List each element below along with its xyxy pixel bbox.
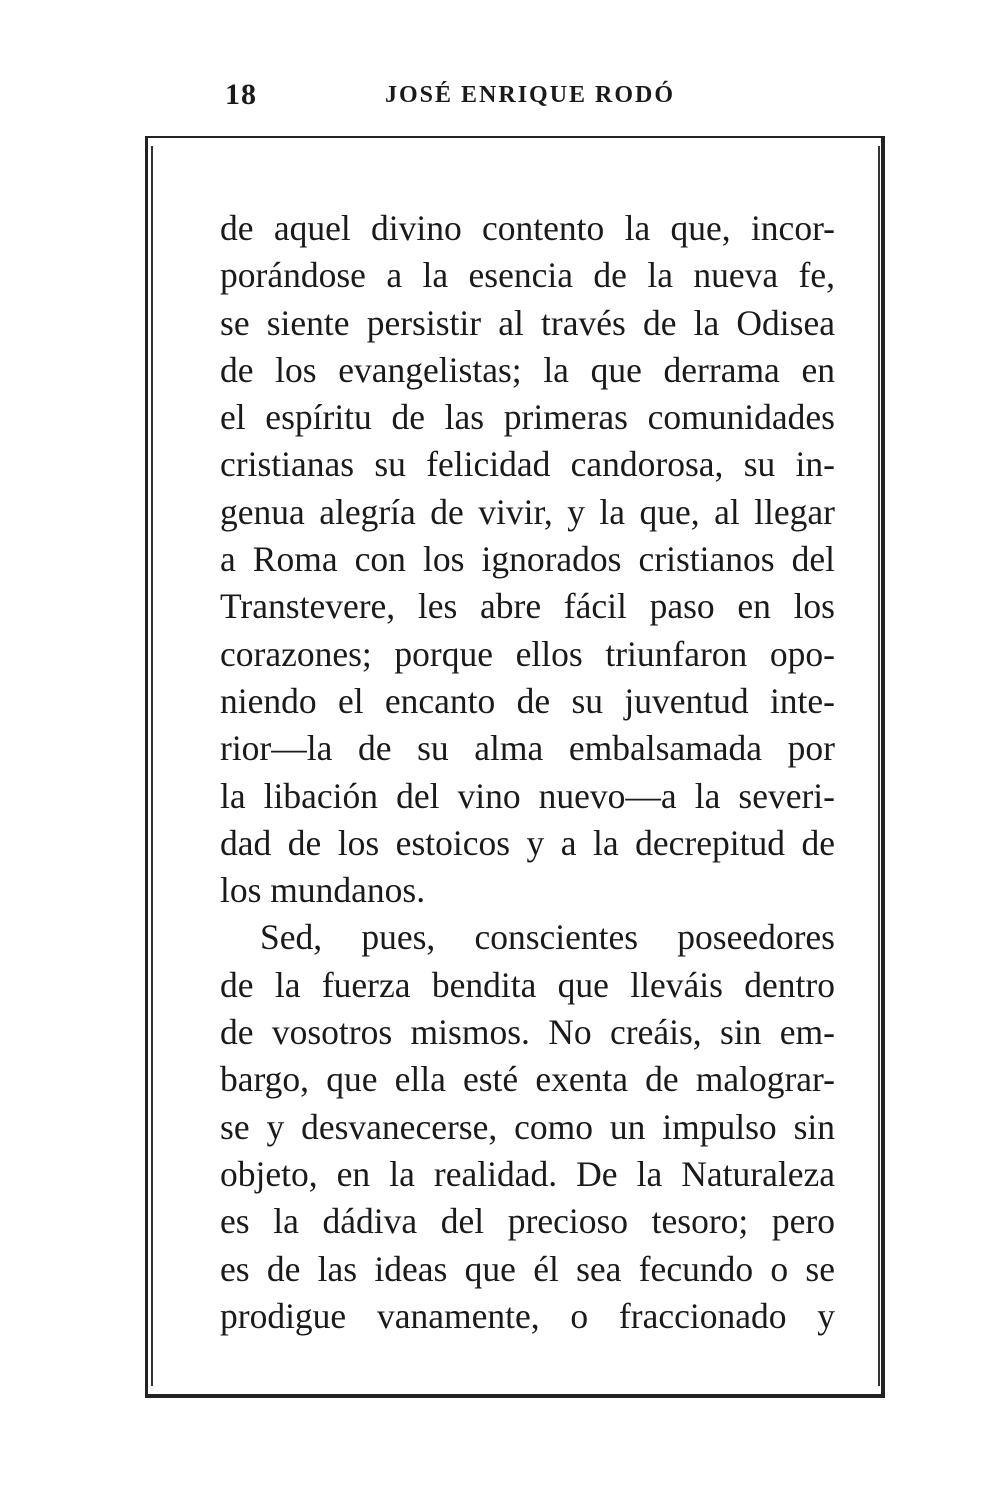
body-text bbox=[220, 205, 835, 1340]
text-line: el espíritu de las primeras comunidades bbox=[220, 397, 835, 438]
text-line: Transtevere, les abre fácil paso en los bbox=[220, 586, 835, 627]
text-line: la libación del vino nuevo—a la severi- bbox=[220, 775, 835, 816]
text-line: es la dádiva del precioso tesoro; pero bbox=[220, 1201, 835, 1242]
text-line: Sed, pues, conscientes poseedores bbox=[260, 917, 835, 958]
page-header bbox=[0, 70, 1000, 120]
text-line: cristianas su felicidad candorosa, su in- bbox=[220, 444, 835, 485]
text-line: los mundanos. bbox=[220, 870, 426, 911]
text-line: se siente persistir al través de la Odisea bbox=[220, 302, 835, 343]
frame-inner-rule-right bbox=[878, 146, 880, 1386]
text-line: de vosotros mismos. No creáis, sin em- bbox=[220, 1012, 835, 1053]
running-head: JOSÉ ENRIQUE RODÓ bbox=[385, 82, 676, 108]
page-number: 18 bbox=[225, 78, 257, 111]
text-line: dad de los estoicos y a la decrepitud de bbox=[220, 822, 835, 863]
text-line: de los evangelistas; la que derrama en bbox=[220, 349, 835, 390]
frame-inner-rule-left bbox=[151, 146, 153, 1386]
text-line: es de las ideas que él sea fecundo o se bbox=[220, 1248, 835, 1289]
text-line: corazones; porque ellos triunfaron opo- bbox=[220, 633, 835, 674]
text-line: rior—la de su alma embalsamada por bbox=[220, 728, 835, 769]
text-line: de aquel divino contento la que, incor- bbox=[220, 208, 835, 248]
text-line: porándose a la esencia de la nueva fe, bbox=[220, 255, 835, 296]
text-line: se y desvanecerse, como un impulso sin bbox=[220, 1106, 835, 1147]
text-line: genua alegría de vivir, y la que, al llegar bbox=[220, 491, 835, 532]
text-line: a Roma con los ignorados cristianos del bbox=[220, 539, 835, 580]
text-line: niendo el encanto de su juventud inte- bbox=[220, 680, 835, 721]
text-line: objeto, en la realidad. De la Naturaleza bbox=[220, 1153, 835, 1194]
text-line: bargo, que ella esté exenta de malograr- bbox=[220, 1059, 835, 1100]
text-line: prodigue vanamente, o fraccionado y bbox=[220, 1295, 835, 1336]
text-line: de la fuerza bendita que lleváis dentro bbox=[220, 964, 835, 1005]
